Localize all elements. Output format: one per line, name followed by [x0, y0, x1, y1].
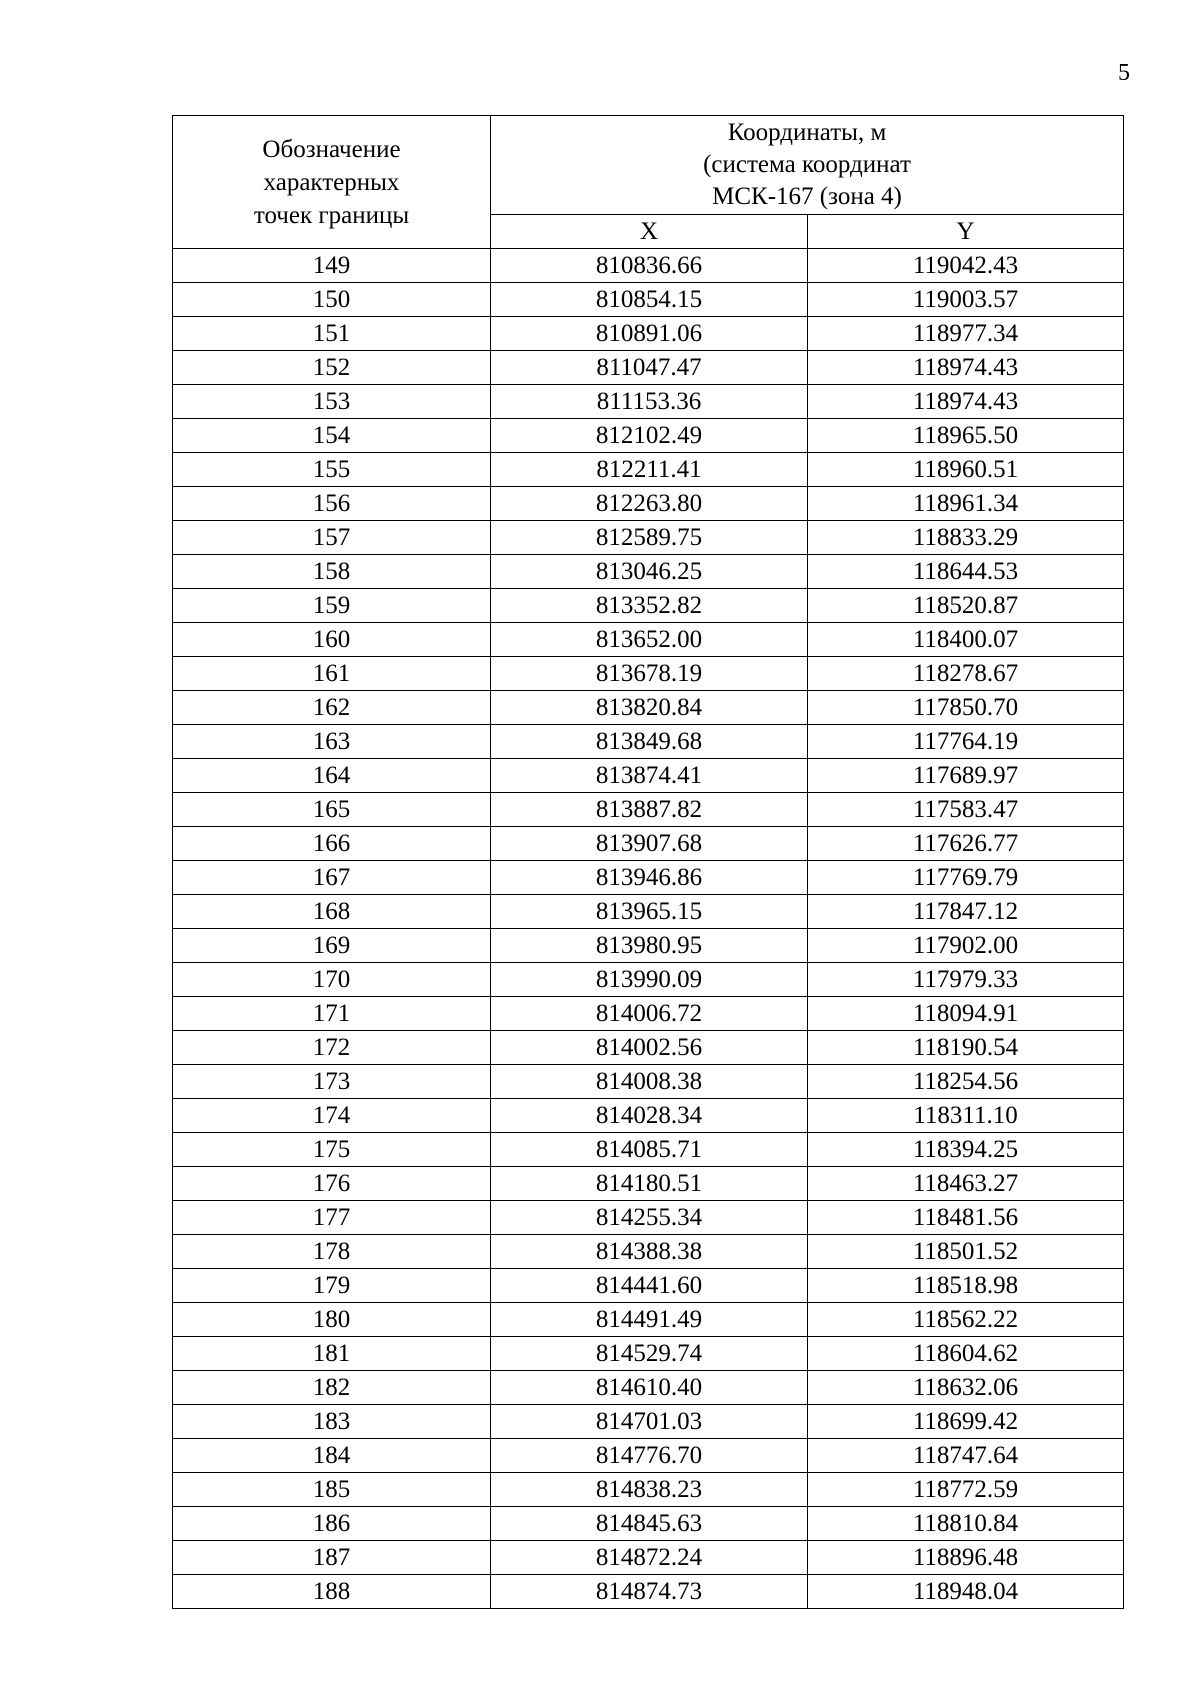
- point-cell: 170: [173, 963, 491, 997]
- table-row: [173, 453, 1124, 487]
- y-cell: 117583.47: [808, 793, 1124, 827]
- y-cell: 117626.77: [808, 827, 1124, 861]
- point-cell: 165: [173, 793, 491, 827]
- y-cell: 118833.29: [808, 521, 1124, 555]
- y-cell: 118501.52: [808, 1235, 1124, 1269]
- point-cell: 187: [173, 1541, 491, 1575]
- x-cell: 812589.75: [491, 521, 808, 555]
- x-cell: 814610.40: [491, 1371, 808, 1405]
- x-cell: 814180.51: [491, 1167, 808, 1201]
- x-cell: 813907.68: [491, 827, 808, 861]
- y-cell: 118699.42: [808, 1405, 1124, 1439]
- point-cell: 156: [173, 487, 491, 521]
- y-cell: 118974.43: [808, 385, 1124, 419]
- x-cell: 814491.49: [491, 1303, 808, 1337]
- x-cell: 813652.00: [491, 623, 808, 657]
- table-row: [173, 997, 1124, 1031]
- x-cell: 810891.06: [491, 317, 808, 351]
- y-cell: 118810.84: [808, 1507, 1124, 1541]
- x-cell: 813874.41: [491, 759, 808, 793]
- x-cell: 812211.41: [491, 453, 808, 487]
- table-row: [173, 1507, 1124, 1541]
- x-cell: 814441.60: [491, 1269, 808, 1303]
- x-cell: 814255.34: [491, 1201, 808, 1235]
- table-row: [173, 1133, 1124, 1167]
- x-cell: 814085.71: [491, 1133, 808, 1167]
- table-row: [173, 1575, 1124, 1609]
- table-row: [173, 1201, 1124, 1235]
- x-cell: 814872.24: [491, 1541, 808, 1575]
- x-cell: 813946.86: [491, 861, 808, 895]
- point-cell: 183: [173, 1405, 491, 1439]
- table-row: [173, 1235, 1124, 1269]
- y-cell: 118463.27: [808, 1167, 1124, 1201]
- point-cell: 184: [173, 1439, 491, 1473]
- table-row: [173, 759, 1124, 793]
- point-cell: 185: [173, 1473, 491, 1507]
- point-header: [173, 116, 491, 249]
- y-cell: 118604.62: [808, 1337, 1124, 1371]
- point-cell: 157: [173, 521, 491, 555]
- table-row: [173, 1541, 1124, 1575]
- y-cell: 117769.79: [808, 861, 1124, 895]
- point-cell: 174: [173, 1099, 491, 1133]
- x-cell: 814776.70: [491, 1439, 808, 1473]
- table-row: [173, 929, 1124, 963]
- y-cell: 118896.48: [808, 1541, 1124, 1575]
- table-row: [173, 861, 1124, 895]
- x-cell: 814529.74: [491, 1337, 808, 1371]
- table-row: [173, 351, 1124, 385]
- point-cell: 160: [173, 623, 491, 657]
- header-row-top: [173, 116, 1124, 215]
- point-cell: 176: [173, 1167, 491, 1201]
- point-cell: 168: [173, 895, 491, 929]
- y-cell: 118632.06: [808, 1371, 1124, 1405]
- table-row: [173, 895, 1124, 929]
- y-cell: 118772.59: [808, 1473, 1124, 1507]
- y-cell: 117847.12: [808, 895, 1124, 929]
- point-cell: 178: [173, 1235, 491, 1269]
- y-header: Y: [808, 215, 1124, 249]
- y-cell: 117764.19: [808, 725, 1124, 759]
- table-row: [173, 963, 1124, 997]
- x-cell: 814002.56: [491, 1031, 808, 1065]
- x-cell: 813820.84: [491, 691, 808, 725]
- y-cell: 117689.97: [808, 759, 1124, 793]
- y-cell: 118965.50: [808, 419, 1124, 453]
- x-cell: 810854.15: [491, 283, 808, 317]
- point-cell: 158: [173, 555, 491, 589]
- point-cell: 186: [173, 1507, 491, 1541]
- x-cell: 814006.72: [491, 997, 808, 1031]
- point-cell: 166: [173, 827, 491, 861]
- table-row: [173, 1099, 1124, 1133]
- x-cell: 811153.36: [491, 385, 808, 419]
- x-cell: 813887.82: [491, 793, 808, 827]
- y-cell: 118254.56: [808, 1065, 1124, 1099]
- point-header-line: Обозначение: [262, 135, 401, 163]
- table-row: [173, 1371, 1124, 1405]
- y-cell: 118394.25: [808, 1133, 1124, 1167]
- y-cell: 118960.51: [808, 453, 1124, 487]
- x-cell: 814701.03: [491, 1405, 808, 1439]
- point-cell: 177: [173, 1201, 491, 1235]
- point-cell: 154: [173, 419, 491, 453]
- point-cell: 188: [173, 1575, 491, 1609]
- table-row: [173, 1405, 1124, 1439]
- table-row: [173, 419, 1124, 453]
- x-cell: 812263.80: [491, 487, 808, 521]
- y-cell: 118311.10: [808, 1099, 1124, 1133]
- x-cell: 814008.38: [491, 1065, 808, 1099]
- y-cell: 118481.56: [808, 1201, 1124, 1235]
- y-cell: 118520.87: [808, 589, 1124, 623]
- x-cell: 810836.66: [491, 249, 808, 283]
- coords-header: [491, 116, 1124, 215]
- point-cell: 171: [173, 997, 491, 1031]
- table-row: [173, 725, 1124, 759]
- table-row: [173, 657, 1124, 691]
- table-row: [173, 691, 1124, 725]
- point-cell: 150: [173, 283, 491, 317]
- x-cell: 813352.82: [491, 589, 808, 623]
- point-cell: 152: [173, 351, 491, 385]
- table-row: [173, 827, 1124, 861]
- table-row: [173, 623, 1124, 657]
- table-row: [173, 521, 1124, 555]
- x-header: X: [491, 215, 808, 249]
- point-cell: 155: [173, 453, 491, 487]
- x-cell: 813678.19: [491, 657, 808, 691]
- y-cell: 117902.00: [808, 929, 1124, 963]
- x-cell: 813046.25: [491, 555, 808, 589]
- y-cell: 118747.64: [808, 1439, 1124, 1473]
- point-cell: 169: [173, 929, 491, 963]
- table-row: [173, 317, 1124, 351]
- table-row: [173, 1269, 1124, 1303]
- table-row: [173, 1065, 1124, 1099]
- x-cell: 814028.34: [491, 1099, 808, 1133]
- table-row: [173, 1337, 1124, 1371]
- point-cell: 164: [173, 759, 491, 793]
- y-cell: 118961.34: [808, 487, 1124, 521]
- table-row: [173, 589, 1124, 623]
- table-row: [173, 1167, 1124, 1201]
- x-cell: 814388.38: [491, 1235, 808, 1269]
- x-cell: 813849.68: [491, 725, 808, 759]
- point-cell: 149: [173, 249, 491, 283]
- x-cell: 812102.49: [491, 419, 808, 453]
- x-cell: 813965.15: [491, 895, 808, 929]
- x-cell: 814845.63: [491, 1507, 808, 1541]
- y-cell: 118400.07: [808, 623, 1124, 657]
- y-cell: 118518.98: [808, 1269, 1124, 1303]
- x-cell: 814874.73: [491, 1575, 808, 1609]
- point-header-line: точек границы: [253, 201, 410, 229]
- table-row: [173, 249, 1124, 283]
- y-cell: 118190.54: [808, 1031, 1124, 1065]
- y-cell: 118948.04: [808, 1575, 1124, 1609]
- y-cell: 118644.53: [808, 555, 1124, 589]
- table-row: [173, 1303, 1124, 1337]
- table-row: [173, 283, 1124, 317]
- coords-header-line: МСК-167 (зона 4): [712, 183, 902, 210]
- y-cell: 117850.70: [808, 691, 1124, 725]
- table-row: [173, 555, 1124, 589]
- point-cell: 181: [173, 1337, 491, 1371]
- coordinates-table: [172, 115, 1124, 1609]
- y-cell: 118278.67: [808, 657, 1124, 691]
- y-cell: 118977.34: [808, 317, 1124, 351]
- point-cell: 173: [173, 1065, 491, 1099]
- y-cell: 118974.43: [808, 351, 1124, 385]
- point-cell: 159: [173, 589, 491, 623]
- point-cell: 161: [173, 657, 491, 691]
- point-cell: 167: [173, 861, 491, 895]
- point-header-line: характерных: [263, 168, 400, 196]
- point-cell: 153: [173, 385, 491, 419]
- x-cell: 814838.23: [491, 1473, 808, 1507]
- point-cell: 163: [173, 725, 491, 759]
- point-cell: 162: [173, 691, 491, 725]
- table-row: [173, 1439, 1124, 1473]
- table-row: [173, 487, 1124, 521]
- page-number: 5: [1118, 60, 1130, 86]
- point-cell: 172: [173, 1031, 491, 1065]
- point-cell: 151: [173, 317, 491, 351]
- y-cell: 118094.91: [808, 997, 1124, 1031]
- table-row: [173, 1031, 1124, 1065]
- y-cell: 119003.57: [808, 283, 1124, 317]
- y-cell: 118562.22: [808, 1303, 1124, 1337]
- y-cell: 119042.43: [808, 249, 1124, 283]
- coords-header-line: (система координат: [703, 151, 911, 178]
- x-cell: 813990.09: [491, 963, 808, 997]
- x-cell: 811047.47: [491, 351, 808, 385]
- x-cell: 813980.95: [491, 929, 808, 963]
- y-cell: 117979.33: [808, 963, 1124, 997]
- table-row: [173, 385, 1124, 419]
- point-cell: 175: [173, 1133, 491, 1167]
- table-row: [173, 793, 1124, 827]
- point-cell: 180: [173, 1303, 491, 1337]
- point-cell: 179: [173, 1269, 491, 1303]
- table-row: [173, 1473, 1124, 1507]
- coords-header-line: Координаты, м: [727, 119, 887, 146]
- point-cell: 182: [173, 1371, 491, 1405]
